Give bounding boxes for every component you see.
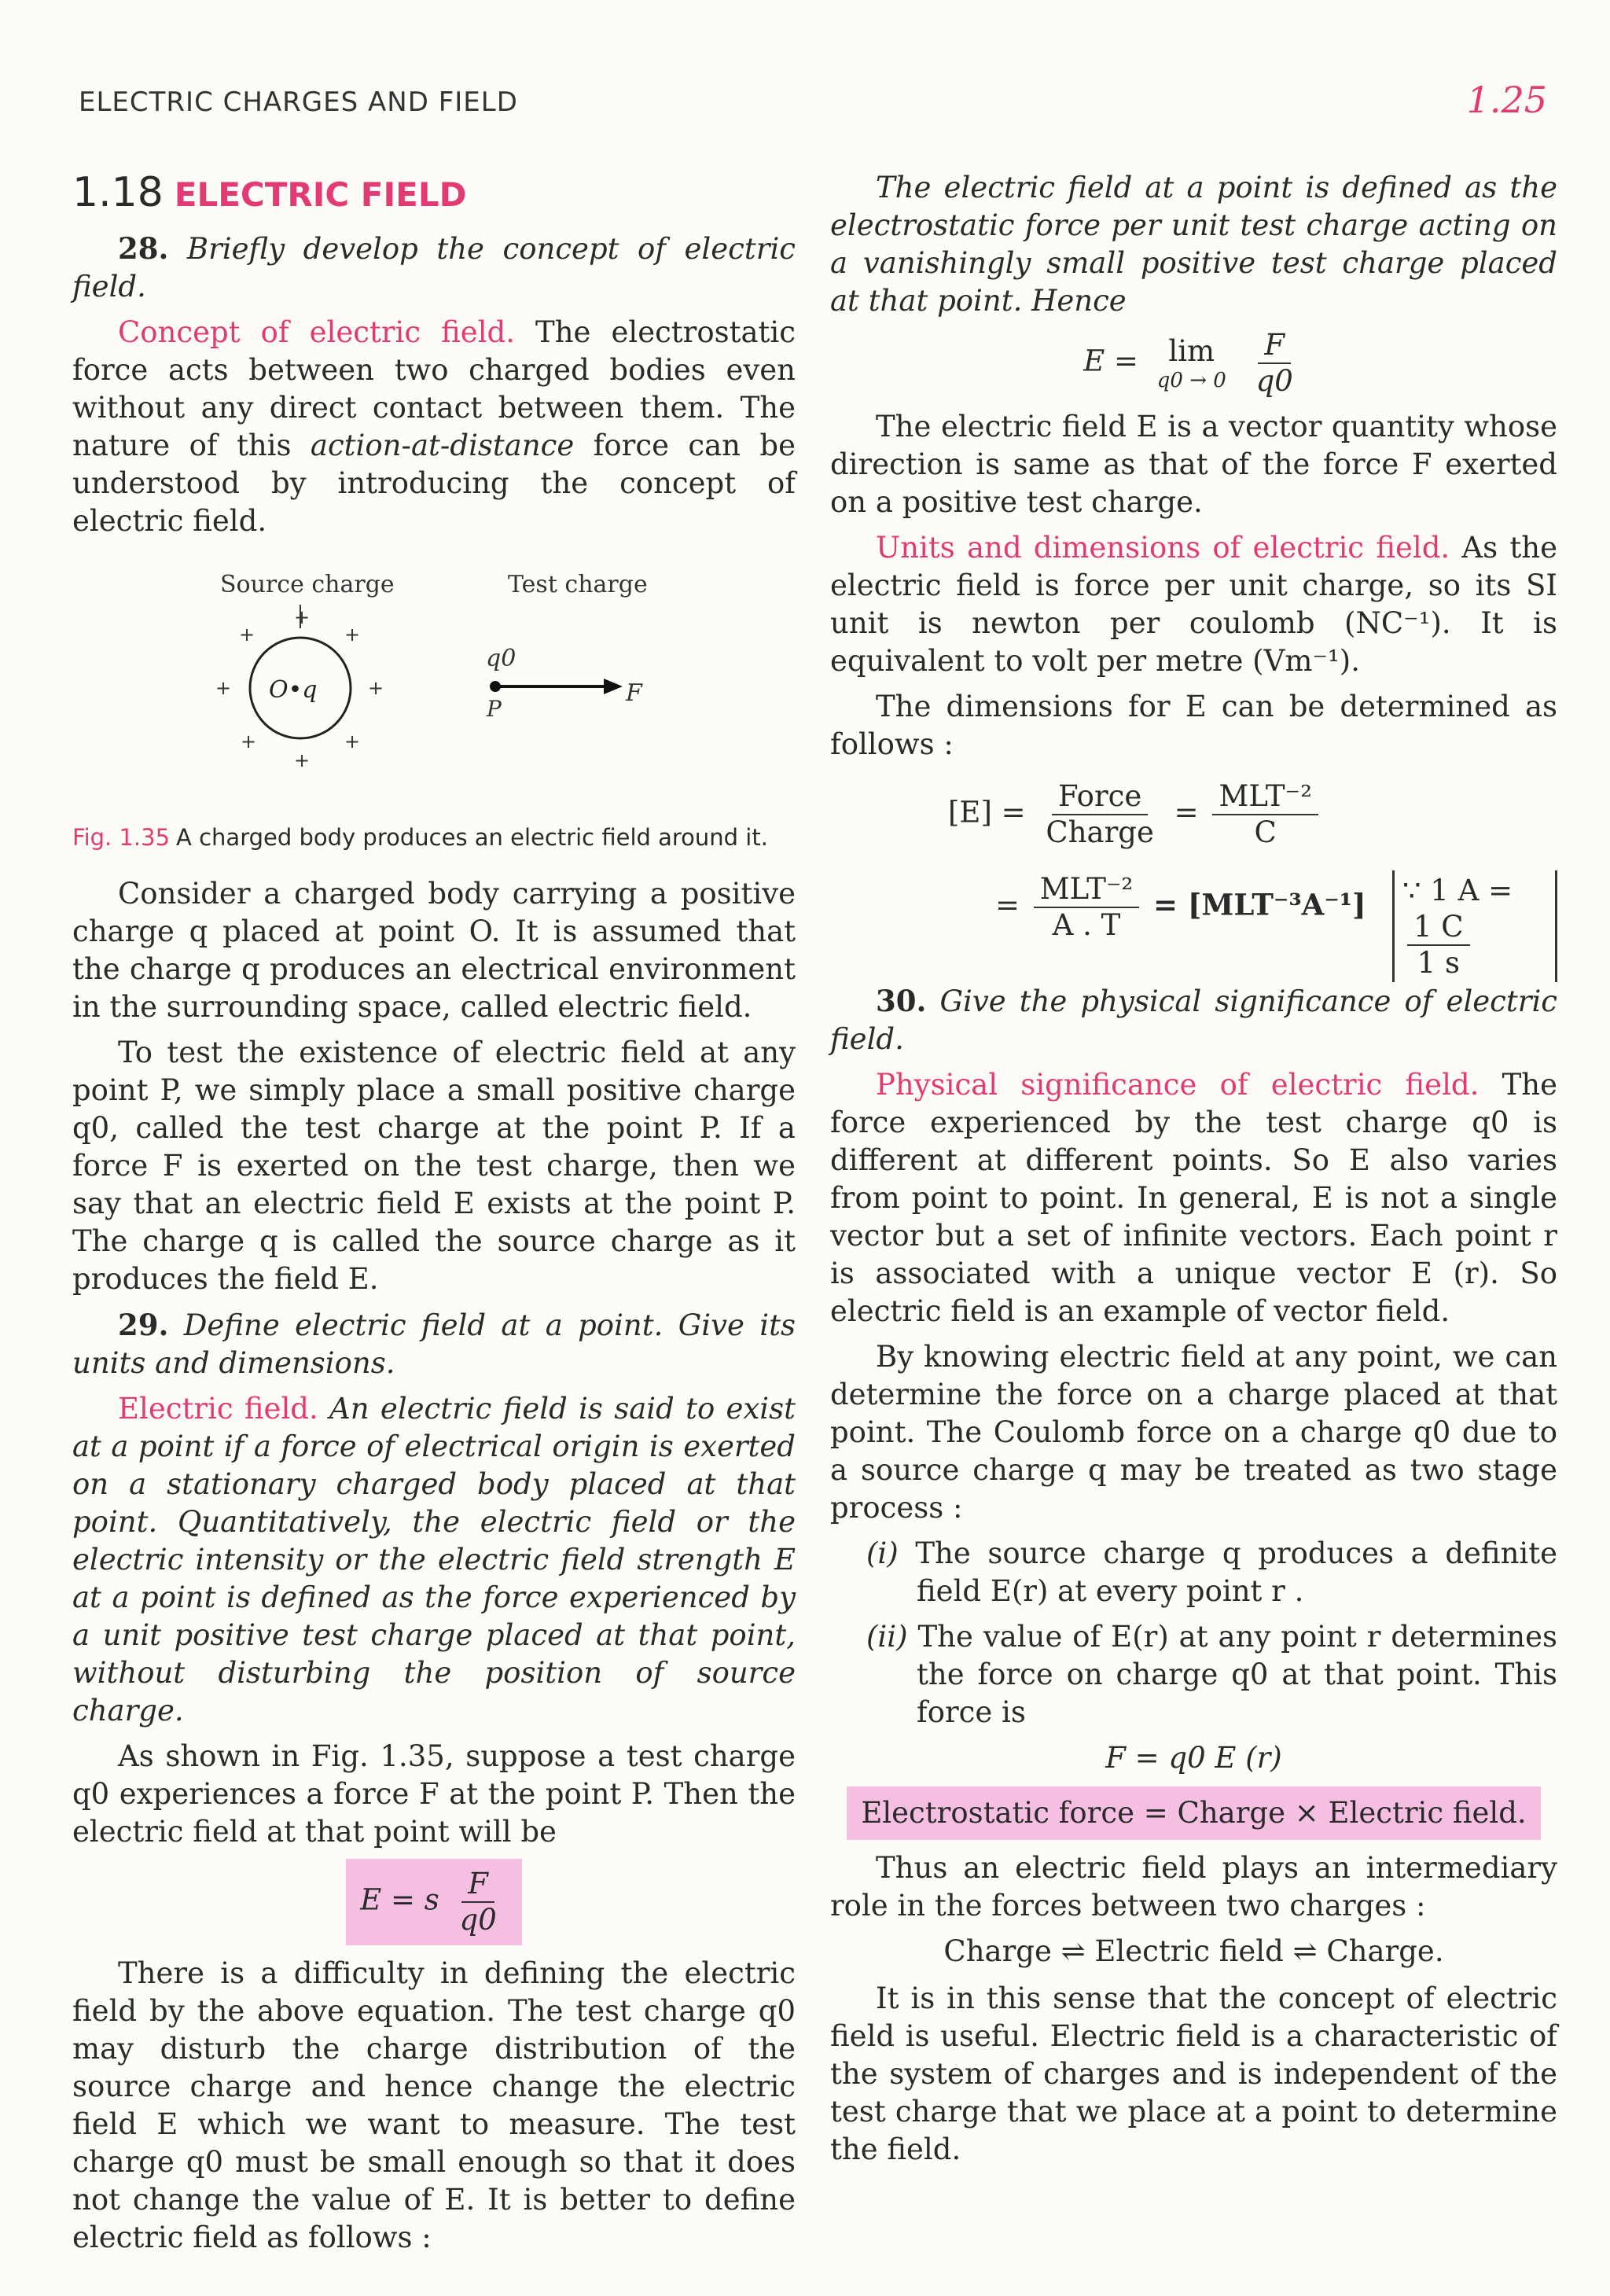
q0-label: q0 bbox=[486, 645, 516, 672]
plus-sign: + bbox=[241, 730, 257, 752]
plus-sign: + bbox=[215, 677, 232, 699]
figure-caption bbox=[72, 819, 796, 856]
right-column bbox=[830, 169, 1557, 2176]
paragraph: The dimensions for E can be determined as follows : bbox=[830, 690, 1557, 761]
paragraph: It is in this sense that the concept of electric field is useful. Electric field is a characteristic of the system of charges and is independent of the test charge that we place at a point to determine the field. bbox=[830, 1981, 1557, 2166]
question-number: 29. bbox=[118, 1308, 169, 1342]
list-text: The source charge q produces a definite field E(r) at every point r . bbox=[915, 1536, 1558, 1608]
equals-sign: = bbox=[995, 888, 1020, 922]
paragraph: The electric field at a point is defined as the electrostatic force per unit test charge acting on a vanishingly small positive test charge placed at that point. Hence bbox=[830, 171, 1557, 318]
fraction bbox=[1039, 779, 1160, 850]
equation-limit bbox=[830, 328, 1557, 399]
field-diagram bbox=[72, 548, 796, 808]
denominator: C bbox=[1254, 815, 1277, 849]
paragraph: By knowing electric field at any point, we can determine the force on a charge placed at that point. The Coulomb force on a charge q0 due to a source charge q may be treated as two stage process : bbox=[830, 1340, 1557, 1525]
numerator: MLT⁻² bbox=[1034, 872, 1139, 908]
plus-sign: + bbox=[344, 624, 361, 646]
fraction bbox=[1250, 328, 1299, 399]
left-column bbox=[72, 169, 796, 2265]
unit-note-bracket bbox=[1392, 870, 1557, 982]
section-number: 1.18 bbox=[72, 169, 164, 216]
limit-word: lim bbox=[1168, 334, 1215, 368]
paragraph: To test the existence of electric field at any point P, we simply place a small positive charge q0, called the test charge at the point P. If a force F is exerted on the test charge, then we say that an electric field E exists at the point P. The charge q is called the source charge as it produces the field E. bbox=[72, 1036, 796, 1296]
denominator: 1 s bbox=[1417, 946, 1460, 980]
fraction bbox=[454, 1867, 503, 1937]
fraction bbox=[1407, 910, 1470, 981]
units-paragraph bbox=[830, 529, 1557, 680]
list-item bbox=[830, 1535, 1557, 1610]
dimension-derivation bbox=[830, 771, 1557, 980]
section-heading bbox=[72, 169, 796, 219]
unit-note-text: ∵ 1 A = bbox=[1402, 874, 1513, 907]
definition-text: An electric field is said to exist at a point if a force of electrical origin is exerted on a stationary charged body placed at that point. Quantitatively, the electric field or the electric intensity or the electric field strength E at a point is defined as the force experienced by a unit positive test charge placed at that point, without disturbing the position of source charge. bbox=[72, 1392, 796, 1728]
list-label: (i) bbox=[866, 1536, 899, 1570]
plus-sign: + bbox=[344, 730, 361, 752]
plus-sign: + bbox=[368, 677, 384, 699]
charge-field-chain: Charge ⇌ Electric field ⇌ Charge. bbox=[943, 1934, 1444, 1968]
denominator: q0 bbox=[459, 1903, 497, 1937]
force-arrow-head bbox=[604, 679, 623, 694]
numerator: MLT⁻² bbox=[1212, 779, 1318, 815]
question-number: 30. bbox=[876, 984, 927, 1018]
numerator: F bbox=[461, 1867, 494, 1903]
question-text: Briefly develop the concept of electric field. bbox=[72, 232, 796, 304]
paragraph: Thus an electric field plays an intermediary role in the forces between two charges : bbox=[830, 1851, 1557, 1923]
list-item bbox=[830, 1618, 1557, 1731]
units-heading: Units and dimensions of electric field. bbox=[876, 531, 1450, 565]
page-number: 1.25 bbox=[1466, 79, 1547, 121]
test-charge-label: Test charge bbox=[508, 571, 648, 598]
center-label: O•q bbox=[269, 676, 318, 704]
caption-text: A charged body produces an electric field around it. bbox=[176, 824, 768, 851]
fraction bbox=[1034, 872, 1139, 943]
plus-sign: + bbox=[239, 624, 255, 646]
plus-sign: + bbox=[294, 749, 311, 771]
concept-text-2: force can be understood by introducing the concept of electric field. bbox=[72, 429, 796, 538]
dimension-line-1 bbox=[948, 779, 1323, 850]
highlighted-equation bbox=[346, 1859, 522, 1945]
figure-1-35 bbox=[72, 548, 796, 808]
source-charge-label: Source charge bbox=[220, 571, 395, 598]
question-number: 28. bbox=[118, 231, 169, 266]
concept-italic: action-at-distance bbox=[310, 429, 575, 462]
concept-paragraph bbox=[72, 314, 796, 540]
paragraph: The electric field E is a vector quantity whose direction is same as that of the force F exerted on a positive test charge. bbox=[830, 410, 1557, 519]
dim-lhs: [E] = bbox=[948, 795, 1026, 830]
plus-sign: + bbox=[294, 606, 311, 628]
question-29 bbox=[72, 1306, 796, 1382]
paragraph: There is a difficulty in defining the electric field by the above equation. The test charge q0 may disturb the charge distribution of the source charge and hence change the electric field E which we want to measure. The test charge q0 must be small enough so that it does not change the value of E. It is better to define electric field as follows : bbox=[72, 1956, 796, 2254]
limit-operator bbox=[1157, 334, 1226, 392]
denominator: Charge bbox=[1046, 815, 1154, 849]
denominator: q0 bbox=[1255, 364, 1293, 398]
running-header: ELECTRIC CHARGES AND FIELD bbox=[79, 86, 518, 118]
highlight-statement bbox=[830, 1786, 1557, 1840]
question-30 bbox=[830, 982, 1557, 1058]
definition-heading: Electric field. bbox=[118, 1392, 318, 1426]
concept-heading: Concept of electric field. bbox=[118, 315, 515, 349]
force-label: F bbox=[626, 679, 642, 707]
question-text: Give the physical significance of electric field. bbox=[830, 984, 1558, 1056]
fraction bbox=[1212, 779, 1318, 850]
figure-label: Fig. 1.35 bbox=[72, 824, 171, 851]
section-title: ELECTRIC FIELD bbox=[174, 175, 467, 214]
dimension-line-2 bbox=[995, 872, 1366, 943]
equation-lhs: E = s bbox=[360, 1882, 439, 1917]
limit-subscript: q0 → 0 bbox=[1156, 369, 1226, 392]
denominator: A . T bbox=[1052, 908, 1121, 942]
numerator: F bbox=[1258, 328, 1291, 364]
significance-paragraph bbox=[830, 1066, 1557, 1330]
point-p-label: P bbox=[487, 696, 502, 722]
list-label: (ii) bbox=[866, 1620, 908, 1654]
units-text: As the electric field is force per unit charge, so its SI unit is newton per coulomb (NC⁻¹). It is equivalent to volt per metre (Vm⁻¹). bbox=[830, 531, 1557, 678]
numerator: Force bbox=[1052, 779, 1148, 815]
significance-text: The force experienced by the test charge q0 is different at different points. So E also varies from point to point. In general, E is not a single vector but a set of infinite vectors. Each point r is associated with a unique vector E (r). So electric field is an example of vector field. bbox=[830, 1068, 1557, 1328]
definition-paragraph bbox=[72, 1390, 796, 1730]
highlight-box: Electrostatic force = Charge × Electric field. bbox=[847, 1786, 1540, 1840]
paragraph: Consider a charged body carrying a positive charge q placed at point O. It is assumed that the charge q produces an electrical environment in the surrounding space, called electric field. bbox=[72, 877, 796, 1024]
question-text: Define electric field at a point. Give its units and dimensions. bbox=[72, 1308, 796, 1380]
question-28 bbox=[72, 230, 796, 306]
equals-sign: = bbox=[1174, 795, 1199, 830]
dimension-result: = [MLT⁻³A⁻¹] bbox=[1153, 887, 1366, 922]
force-equation: F = q0 E (r) bbox=[1105, 1741, 1282, 1775]
paragraph: As shown in Fig. 1.35, suppose a test charge q0 experiences a force F at the point P. Then the electric field at that point will be bbox=[72, 1739, 796, 1849]
significance-heading: Physical significance of electric field. bbox=[876, 1068, 1480, 1102]
concept-text-1: The electrostatic force acts between two charged bodies even without any direct contact between them. The nature of this bbox=[72, 315, 796, 462]
numerator: 1 C bbox=[1407, 910, 1470, 946]
equation-field bbox=[72, 1859, 796, 1945]
list-text: The value of E(r) at any point r determines the force on charge q0 at that point. This force is bbox=[917, 1620, 1557, 1729]
equation-lhs: E = bbox=[1083, 344, 1138, 378]
